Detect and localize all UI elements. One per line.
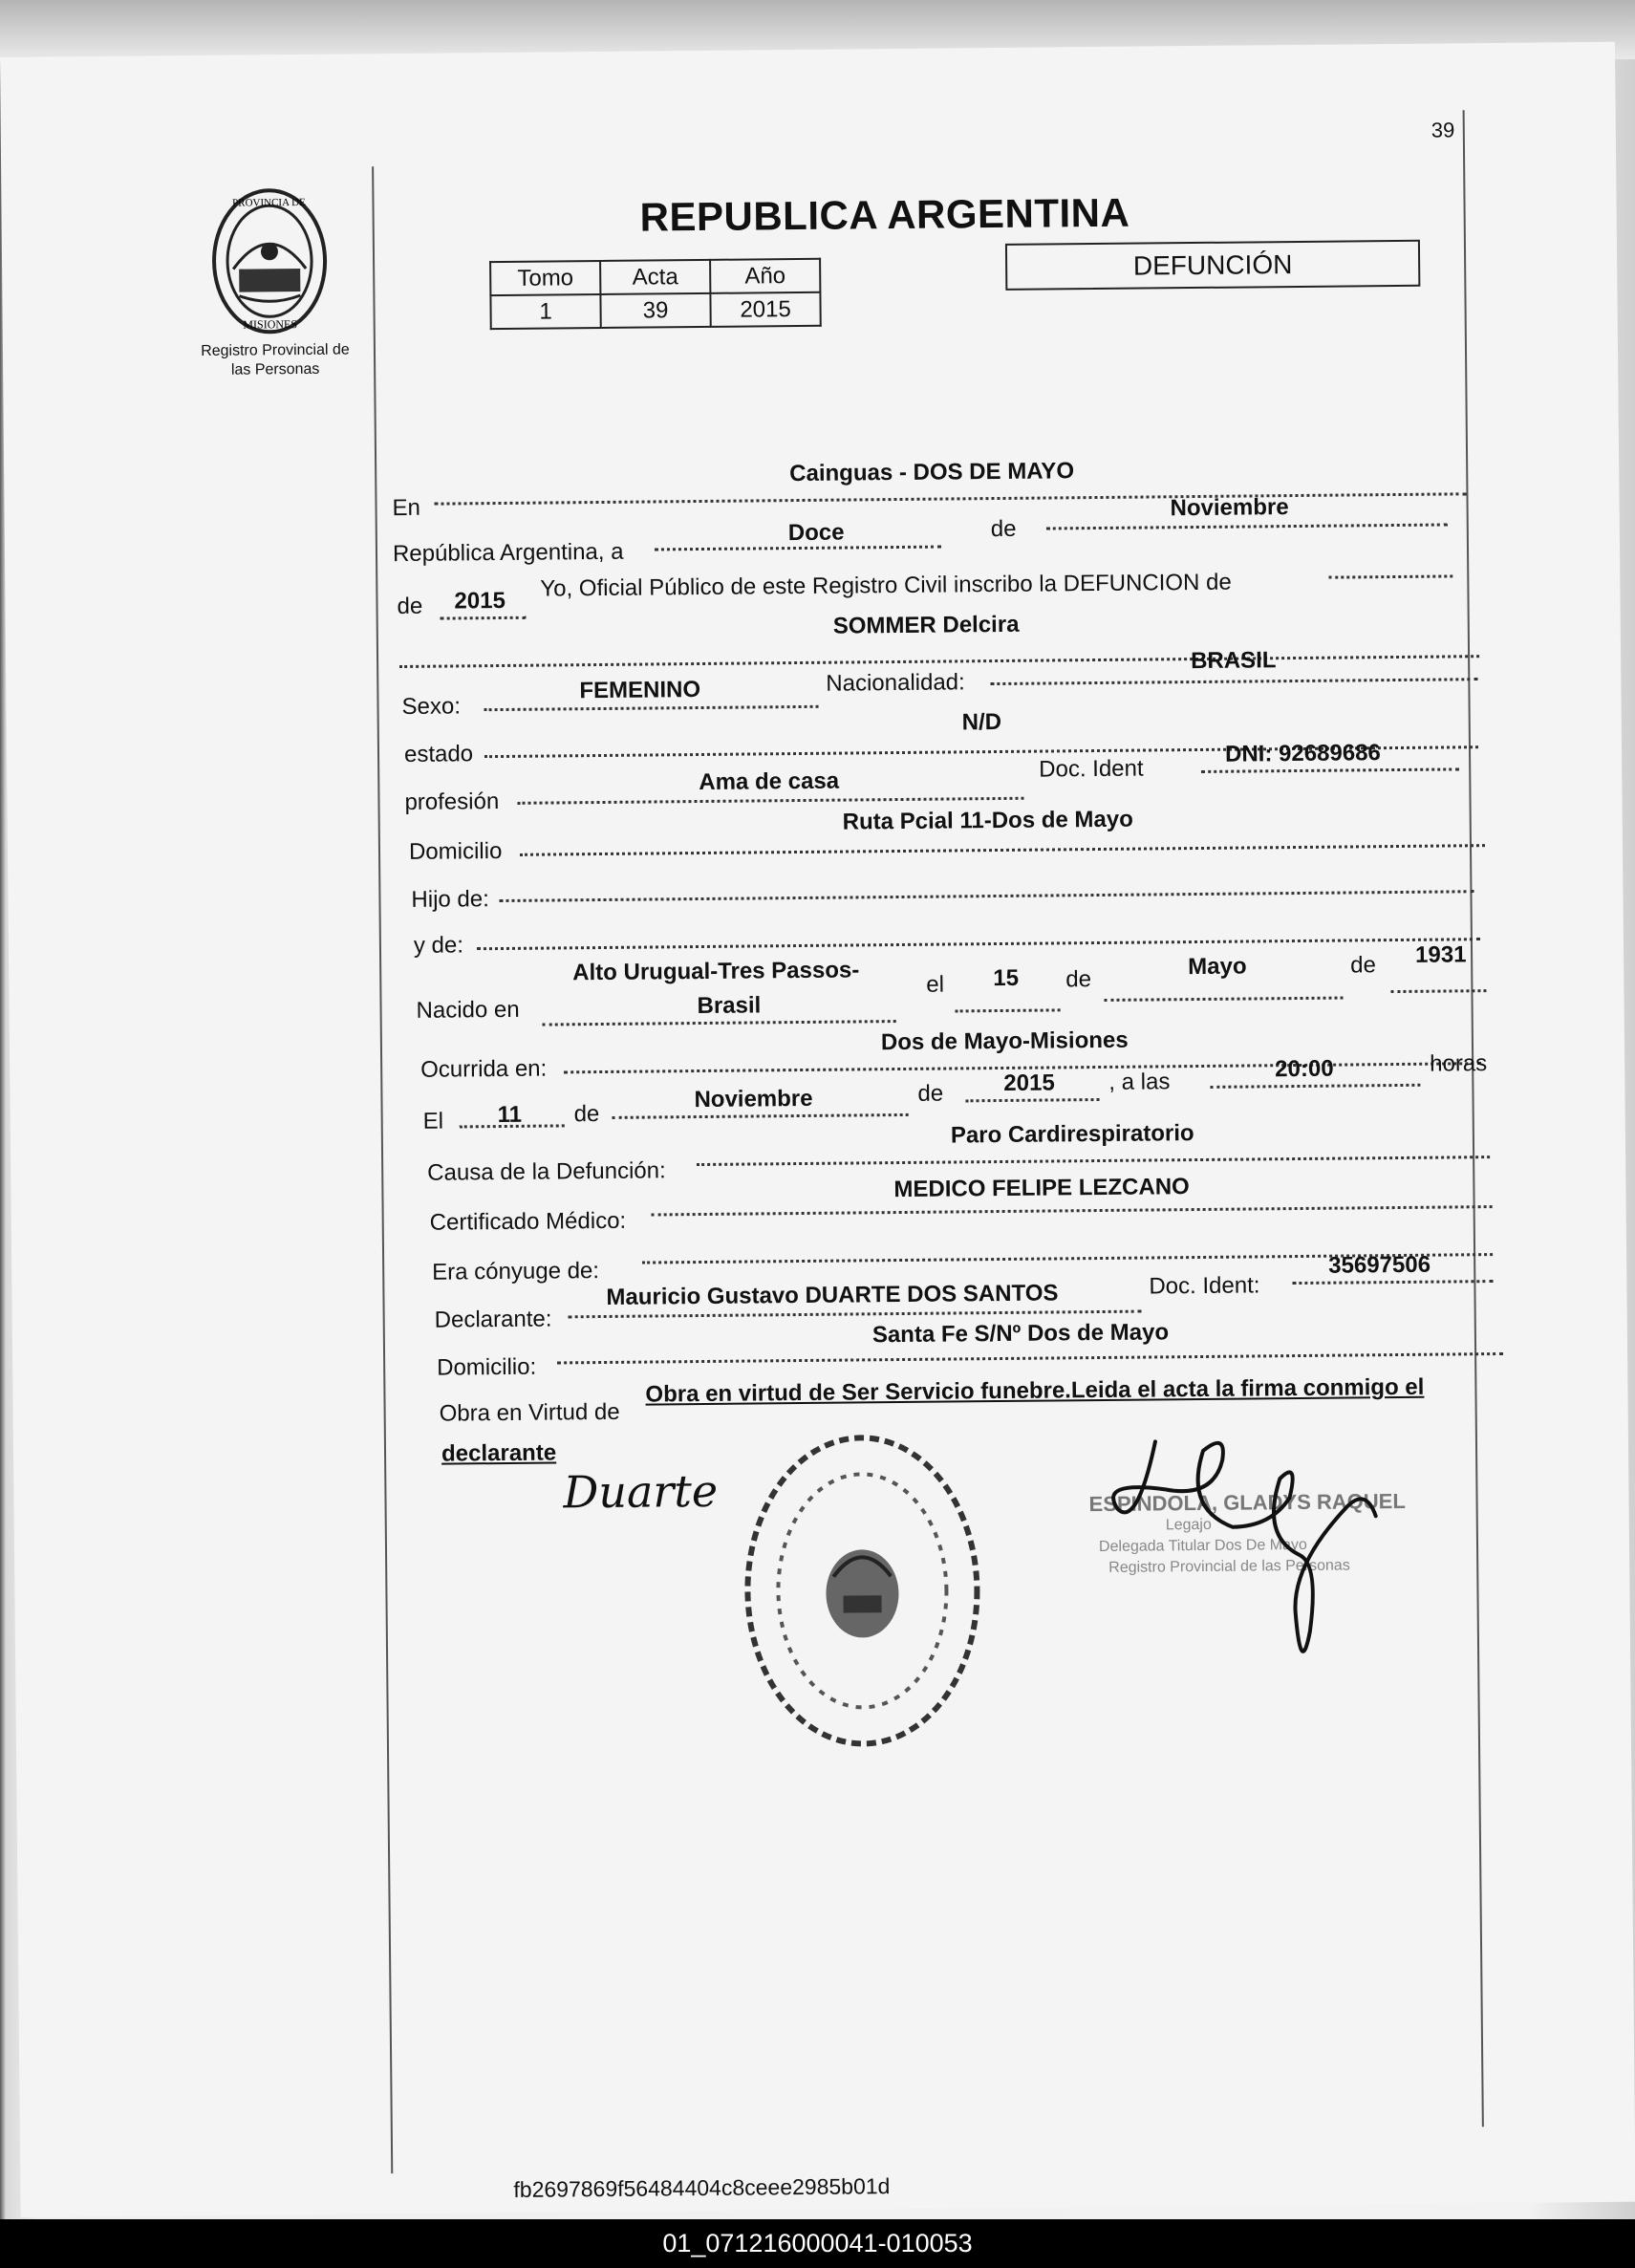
document-title: REPUBLICA ARGENTINA [639, 189, 1130, 240]
value-declarante-domicilio: Santa Fe S/Nº Dos de Mayo [871, 1319, 1170, 1349]
value-acta: 39 [600, 293, 710, 328]
dotline-fallec-mes [613, 1113, 909, 1119]
label-de-3: de [1065, 966, 1092, 993]
label-yo-oficial: Yo, Oficial Público de este Registro Civil inscribo la DEFUNCION de [540, 569, 1232, 602]
misiones-coat-of-arms-logo [204, 181, 335, 342]
dotline-fallec-hora [1210, 1084, 1420, 1089]
label-sexo: Sexo: [401, 693, 462, 720]
value-fallec-anio: 2015 [1003, 1069, 1055, 1096]
stamp-line2: Legajo [1165, 1516, 1212, 1534]
label-doc-ident-2: Doc. Ident: [1149, 1272, 1260, 1300]
value-nacido-dia: 15 [993, 964, 1020, 992]
label-y-de: y de: [413, 932, 464, 959]
dotline-y-de [477, 938, 1480, 950]
value-fallec-hora: 20:00 [1275, 1055, 1334, 1083]
official-stamp-and-signature [1079, 1420, 1445, 1692]
dotline-mes [1046, 523, 1448, 529]
value-certificado: MEDICO FELIPE LEZCANO [893, 1174, 1190, 1203]
label-nacido-en: Nacido en [416, 996, 520, 1024]
value-nacido-mes: Mayo [1188, 953, 1247, 981]
label-de-1: de [990, 515, 1017, 543]
label-domicilio-2: Domicilio: [437, 1353, 537, 1381]
dotline-dia [655, 546, 941, 551]
label-estado: estado [403, 741, 474, 767]
record-table-header-row [490, 259, 820, 295]
value-nacido-anio: 1931 [1414, 941, 1467, 968]
label-conyuge: Era cónyuge de: [432, 1258, 600, 1285]
dotline-nombre [399, 655, 1479, 668]
value-profesion: Ama de casa [699, 767, 840, 796]
value-domicilio: Ruta Pcial 11-Dos de Mayo [842, 806, 1133, 835]
value-declarante-doc: 35697506 [1328, 1251, 1431, 1279]
value-declarante: Mauricio Gustavo DUARTE DOS SANTOS [606, 1280, 1059, 1310]
header-tomo: Tomo [490, 261, 600, 295]
label-en: En [392, 494, 421, 522]
dotline-profesion [518, 797, 1024, 805]
stamp-line1: ESPINDOLA, GLADYS RAQUEL [1088, 1488, 1406, 1517]
footer-document-id: 01_071216000041-010053 [0, 2219, 1635, 2268]
registry-caption-line1: Registro Provincial de [201, 341, 350, 359]
label-de-5: de [573, 1101, 600, 1128]
dotline-certificado [652, 1205, 1493, 1216]
label-de-6: de [917, 1080, 944, 1107]
label-obra: Obra en Virtud de [439, 1398, 620, 1427]
label-republica-a: República Argentina, a [392, 538, 624, 568]
label-profesion: profesión [404, 788, 500, 815]
declarante-signature: Duarte [563, 1464, 719, 1519]
left-margin-line [372, 166, 393, 2173]
label-causa: Causa de la Defunción: [427, 1157, 666, 1186]
label-hijo-de: Hijo de: [411, 886, 489, 913]
page-number: 39 [1431, 118, 1455, 142]
certificate-page [0, 42, 1635, 2217]
label-nacionalidad: Nacionalidad: [826, 669, 965, 697]
label-ocurrida-en: Ocurrida en: [420, 1055, 548, 1083]
dotline-domicilio [520, 844, 1485, 856]
record-table [489, 258, 822, 330]
label-doc-ident: Doc. Ident [1039, 755, 1144, 783]
label-a-las: , a las [1108, 1069, 1171, 1095]
registry-caption-line2: las Personas [230, 360, 320, 378]
label-el: el [926, 971, 945, 998]
value-anio: 2015 [710, 292, 820, 327]
label-el-cap: El [422, 1108, 444, 1134]
value-fallec-dia: 11 [497, 1101, 523, 1129]
value-sexo: FEMENINO [579, 676, 701, 704]
value-lugar: Cainguas - DOS DE MAYO [789, 458, 1075, 487]
stamp-line3: Delegada Titular Dos De Mayo [1098, 1536, 1307, 1556]
value-estado: N/D [961, 708, 1002, 736]
dotline-tail [1328, 574, 1452, 578]
dotline-declarante-doc [1292, 1280, 1493, 1285]
label-de-2: de [397, 593, 423, 620]
stamp-line4: Registro Provincial de las Personas [1108, 1557, 1350, 1576]
dotline-lugar [434, 492, 1466, 505]
document-hash: fb2697869f56484404c8ceee2985b01d [513, 2173, 891, 2202]
value-nacido-en-line1: Alto Urugual-Tres Passos- [572, 957, 860, 986]
value-causa: Paro Cardirespiratorio [950, 1120, 1194, 1149]
label-domicilio: Domicilio [408, 837, 503, 865]
value-ocurrida-en: Dos de Mayo-Misiones [880, 1026, 1129, 1056]
value-nacido-en-line2: Brasil [697, 992, 762, 1020]
logo-lettering: PROVINCIA DE [232, 196, 306, 209]
dotline-causa [697, 1156, 1490, 1166]
record-type-box: DEFUNCIÓN [1005, 240, 1420, 291]
header-anio: Año [710, 259, 820, 293]
dotline-nacionalidad [990, 678, 1477, 685]
header-acta: Acta [600, 260, 710, 294]
value-nombre: SOMMER Delcira [832, 611, 1020, 639]
label-declarante: Declarante: [434, 1306, 552, 1333]
label-de-4: de [1350, 952, 1377, 979]
value-obra-line1: Obra en virtud de Ser Servicio funebre.Leida el acta la firma conmigo el [645, 1373, 1425, 1408]
value-tomo: 1 [490, 294, 600, 329]
label-certificado: Certificado Médico: [429, 1207, 627, 1236]
dotline-sexo [484, 705, 819, 711]
dotline-doc-ident [1201, 767, 1459, 773]
value-nacionalidad: BRASIL [1190, 647, 1277, 675]
dotline-nacido-mes [1105, 997, 1344, 1002]
official-seal-stamp [732, 1422, 993, 1760]
value-dia-inscripcion: Doce [787, 519, 845, 547]
dotline-declarante [569, 1310, 1142, 1319]
right-margin-line [1463, 110, 1484, 2127]
dotline-fallec-dia [460, 1124, 565, 1128]
svg-text:MISIONES: MISIONES [243, 317, 298, 332]
value-anio-inscripcion: 2015 [454, 587, 506, 615]
dotline-fallec-anio [966, 1098, 1100, 1102]
value-mes-inscripcion: Noviembre [1170, 494, 1289, 522]
value-obra-line2: declarante [441, 1439, 557, 1467]
dotline-nacido-en [543, 1020, 896, 1026]
label-horas: horas [1430, 1050, 1488, 1077]
registry-caption [175, 340, 376, 380]
dotline-anio [441, 616, 527, 620]
value-doc-ident: DNI: 92689686 [1224, 740, 1381, 767]
dotline-declarante-domicilio [557, 1352, 1503, 1365]
value-fallec-mes: Noviembre [694, 1085, 813, 1113]
dotline-nacido-dia [956, 1008, 1061, 1012]
dotline-hijo-de [499, 890, 1474, 902]
record-table-value-row [490, 292, 820, 329]
